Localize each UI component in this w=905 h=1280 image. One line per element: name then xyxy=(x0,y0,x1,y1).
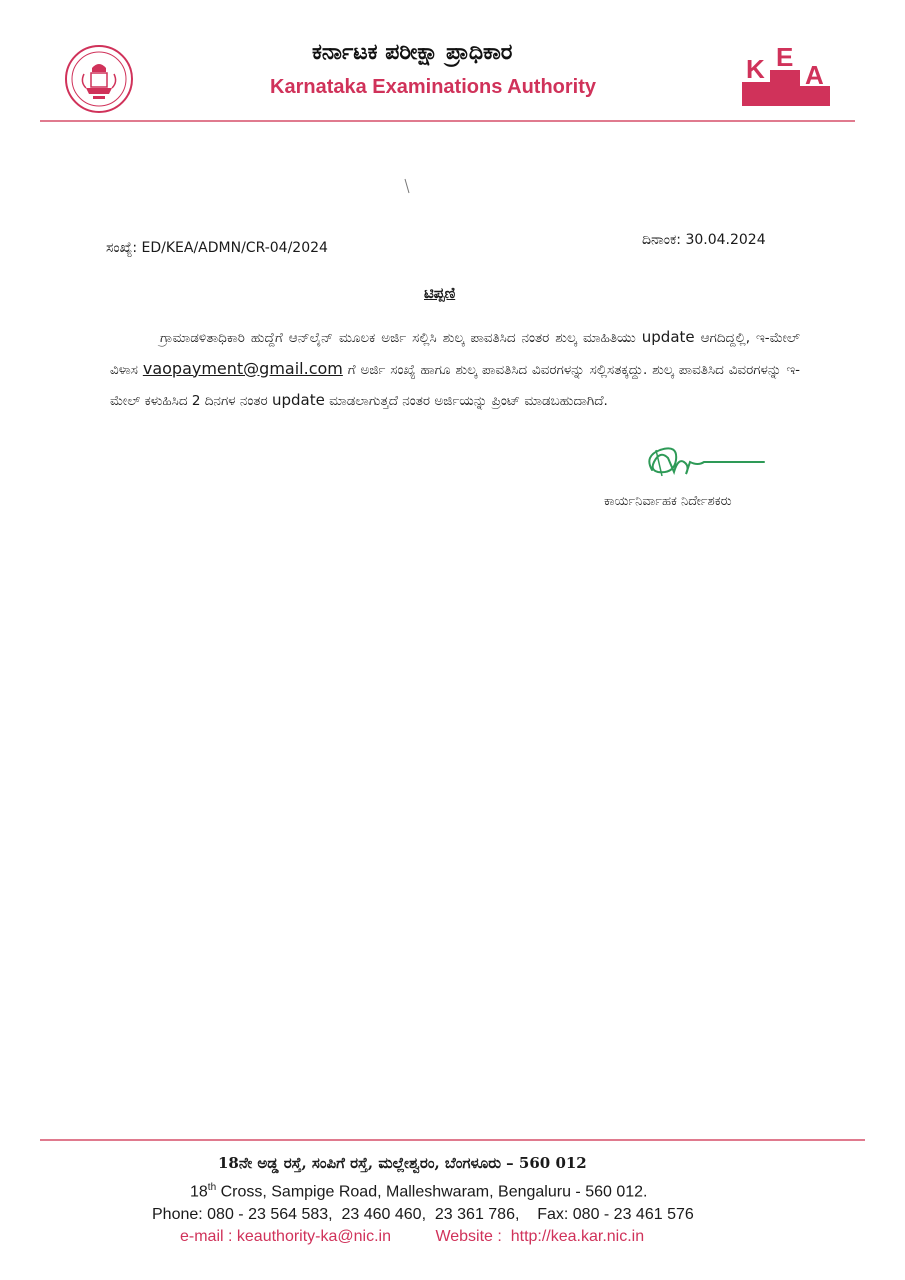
notice-body xyxy=(110,322,800,417)
contact-line xyxy=(180,1228,644,1246)
email-contact[interactable]: e-mail : keauthority-ka@nic.in xyxy=(180,1228,391,1245)
address-ordinal: th xyxy=(207,1182,217,1193)
reference-line xyxy=(106,240,328,256)
header-divider xyxy=(40,120,855,122)
logo-letter-a: A xyxy=(805,60,824,90)
address-english xyxy=(190,1182,647,1201)
body-update-1: update xyxy=(641,328,695,346)
date-line xyxy=(642,232,766,248)
address-kannada: 18ನೇ ಅಡ್ಡ ರಸ್ತೆ, ಸಂಪಿಗೆ ರಸ್ತೆ, ಮಲ್ಲೇಶ್ವರಂ, ಬೆಂಗಳೂರು – 560 012 xyxy=(218,1154,587,1172)
body-part-4: ಮಾಡಲಾಗುತ್ತದೆ ನಂತರ ಅರ್ಜಿಯನ್ನು ಪ್ರಿಂಟ್ ಮಾಡಬಹುದಾಗಿದೆ. xyxy=(324,393,608,409)
body-part-1: ಗ್ರಾಮಾಡಳಿತಾಧಿಕಾರಿ ಹುದ್ದೆಗೆ ಆನ್‌ಲೈನ್ ಮೂಲಕ ಅರ್ಜಿ ಸಲ್ಲಿಸಿ ಶುಲ್ಕ ಪಾವತಿಸಿದ ನಂತರ ಶುಲ್ಕ ಮಾಹಿತಿಯು xyxy=(160,330,642,346)
date-value: 30.04.2024 xyxy=(685,232,766,248)
org-name-kannada: ಕರ್ನಾಟಕ ಪರೀಕ್ಷಾ ಪ್ರಾಧಿಕಾರ xyxy=(312,40,513,65)
reference-label: ಸಂಖ್ಯೆ: xyxy=(106,240,138,256)
body-part-3: ಗೆ ಅರ್ಜಿ ಸಂಖ್ಯೆ ಹಾಗೂ ಶುಲ್ಕ ಪಾವತಿಸಿದ ವಿವರಗಳನ್ನು ಸಲ್ಲಿಸತಕ್ಕದ್ದು. ಶುಲ್ಕ ಪಾವತಿಸಿದ ವಿವರಗಳನ್ನು ಇ-ಮೇಲ್ ಕಳುಹಿಸಿದ 2 ದಿನಗಳ ನಂತರ xyxy=(110,361,800,409)
body-update-2: update xyxy=(271,391,325,409)
footer-divider xyxy=(40,1139,865,1141)
logo-letter-k: K xyxy=(746,54,765,84)
address-number: 18 xyxy=(190,1183,208,1201)
karnataka-emblem-icon xyxy=(64,44,134,114)
handwritten-signature xyxy=(640,440,770,490)
stray-mark xyxy=(402,178,412,194)
signatory-designation: ಕಾರ್ಯನಿರ್ವಾಹಕ ನಿರ್ದೇಶಕರು xyxy=(604,494,732,509)
address-rest: Cross, Sampige Road, Malleshwaram, Bengaluru - 560 012. xyxy=(216,1183,648,1201)
phone-fax-line: Phone: 080 - 23 564 583, 23 460 460, 23 361 786, Fax: 080 - 23 461 576 xyxy=(152,1206,694,1223)
website-link[interactable]: Website : http://kea.kar.nic.in xyxy=(435,1228,645,1245)
body-part-2: ಆಗದಿದ್ದಲ್ಲಿ, ಇ-ಮೇಲ್ ವಿಳಾಸ xyxy=(110,330,801,378)
org-name-english: Karnataka Examinations Authority xyxy=(270,76,597,98)
reference-number: ED/KEA/ADMN/CR-04/2024 xyxy=(141,240,328,256)
note-heading: ಟಿಪ್ಪಣಿ xyxy=(424,284,456,302)
kea-logo xyxy=(740,42,832,106)
payment-email: vaopayment@gmail.com xyxy=(142,358,343,378)
date-label: ದಿನಾಂಕ: xyxy=(642,232,681,248)
logo-letter-e: E xyxy=(776,42,794,72)
